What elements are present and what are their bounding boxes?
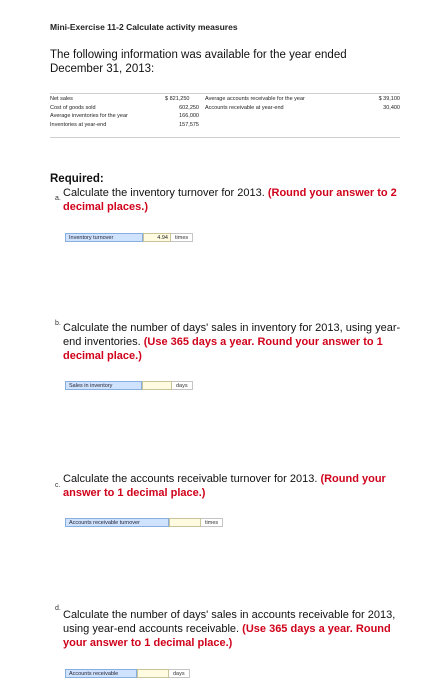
answer-row-c [65, 517, 223, 527]
table-label: Inventories at year-end [50, 121, 107, 128]
answer-unit: days [169, 669, 190, 678]
table-row [50, 113, 400, 122]
table-bottom-rule [50, 137, 400, 138]
question-letter: a. [55, 195, 61, 202]
answer-label: Sales in inventory [65, 381, 142, 390]
exercise-title: Mini-Exercise 11-2 Calculate activity measures [50, 22, 238, 32]
question-letter: b. [55, 320, 61, 327]
table-label: Accounts receivable at year-end [205, 104, 284, 111]
financial-data-table [50, 96, 400, 130]
table-label: Net sales [50, 96, 73, 102]
answer-label: Accounts receivable turnover [65, 518, 169, 527]
answer-unit: times [201, 518, 223, 527]
intro-text: The following information was available for the year ended December 31, 2013: [50, 49, 347, 75]
answer-unit: times [171, 233, 193, 242]
table-label: Average accounts receivable for the year [205, 96, 305, 102]
table-value: 602,250 [179, 104, 199, 111]
table-row [50, 105, 400, 114]
answer-label: Inventory turnover [65, 233, 143, 242]
table-value: $ 821,250 [165, 96, 190, 102]
sales-in-inventory-input[interactable] [142, 381, 172, 390]
table-label: Cost of goods sold [50, 104, 96, 111]
table-value: $ 39,100 [378, 96, 400, 102]
table-top-rule [50, 93, 400, 94]
table-value: 30,400 [383, 104, 400, 111]
ar-days-input[interactable] [137, 669, 169, 678]
question-c: Calculate the accounts receivable turnover for 2013. (Round your answer to 1 decimal place.) [63, 473, 386, 499]
answer-unit: days [172, 381, 193, 390]
question-letter: c. [55, 482, 61, 489]
question-letter: d. [55, 605, 61, 612]
table-label: Average inventories for the year [50, 113, 128, 120]
answer-label: Accounts receivable [65, 669, 137, 678]
table-row [50, 96, 400, 105]
answer-row-d [65, 668, 190, 678]
answer-row-b [65, 380, 193, 390]
ar-turnover-input[interactable] [169, 518, 201, 527]
answer-row-a [65, 232, 193, 242]
question-b: Calculate the number of days' sales in inventory for 2013, using year-end inventories. (Use 365 days a year. Round your answer to 1 decimal place.) [63, 322, 401, 362]
required-heading: Required: [50, 173, 104, 185]
inventory-turnover-input[interactable]: 4.94 [143, 233, 171, 242]
question-a: Calculate the inventory turnover for 2013. (Round your answer to 2 decimal places.) [63, 187, 397, 213]
table-value: 157,575 [179, 121, 199, 128]
question-d: Calculate the number of days' sales in accounts receivable for 2013, using year-end accounts receivable. (Use 365 days a year. Round your answer to 1 decimal place.) [63, 609, 396, 649]
table-row [50, 122, 400, 131]
table-value: 166,000 [179, 113, 199, 120]
